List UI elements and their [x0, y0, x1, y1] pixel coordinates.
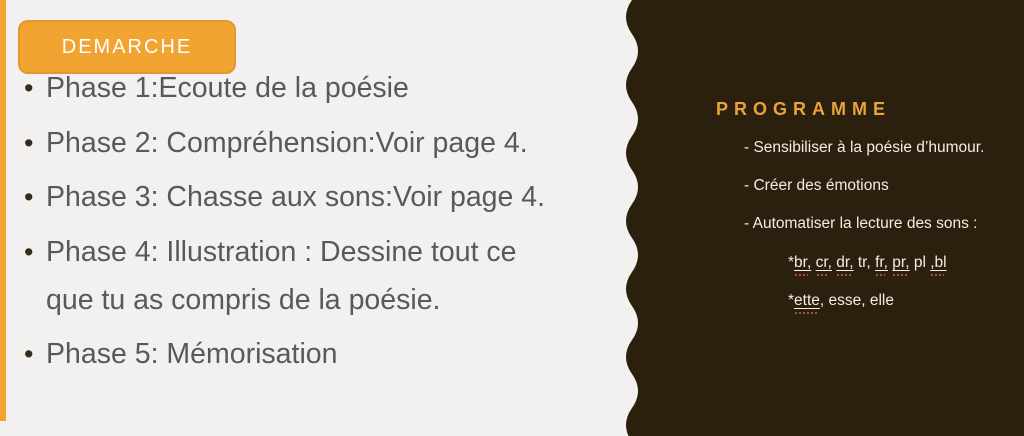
phase-list — [24, 64, 629, 385]
misspelled-word: dr, — [836, 254, 854, 271]
programme-sound-line — [788, 290, 1024, 311]
sound-text: tr, — [853, 254, 876, 271]
programme-content — [610, 99, 1024, 311]
phase-item: • Phase 5: Mémorisation — [24, 330, 629, 378]
programme-sound-line — [788, 252, 1024, 273]
demarche-badge-label: DEMARCHE — [61, 35, 193, 58]
phase-item: • Phase 2: Compréhension:Voir page 4. — [24, 119, 629, 167]
misspelled-word: br, — [794, 254, 812, 271]
misspelled-word: ette — [794, 292, 820, 309]
phase-item: • Phase 4: Illustration : Dessine tout ce que tu as compris de la poésie. — [24, 228, 629, 324]
sound-text: * — [788, 254, 795, 271]
sound-text: , esse, elle — [819, 292, 895, 309]
sound-text: pl — [909, 254, 931, 271]
left-accent-bar — [0, 0, 6, 421]
phase-item: • Phase 1:Ecoute de la poésie — [24, 64, 629, 112]
phase-item: • Phase 3: Chasse aux sons:Voir page 4. — [24, 173, 629, 221]
programme-item: - Automatiser la lecture des sons : — [744, 215, 978, 232]
misspelled-word: ,bl — [930, 254, 947, 271]
programme-items — [610, 137, 1024, 311]
sound-text — [811, 254, 815, 271]
misspelled-word: cr, — [815, 254, 832, 271]
sound-text: * — [788, 292, 795, 309]
misspelled-word: pr, — [892, 254, 910, 271]
programme-item: - Créer des émotions — [744, 177, 889, 194]
programme-title: PROGRAMME — [716, 99, 891, 119]
programme-item: - Sensibiliser à la poésie d’humour. — [744, 139, 985, 156]
misspelled-word: fr, — [875, 254, 888, 271]
programme-panel — [610, 0, 1024, 436]
